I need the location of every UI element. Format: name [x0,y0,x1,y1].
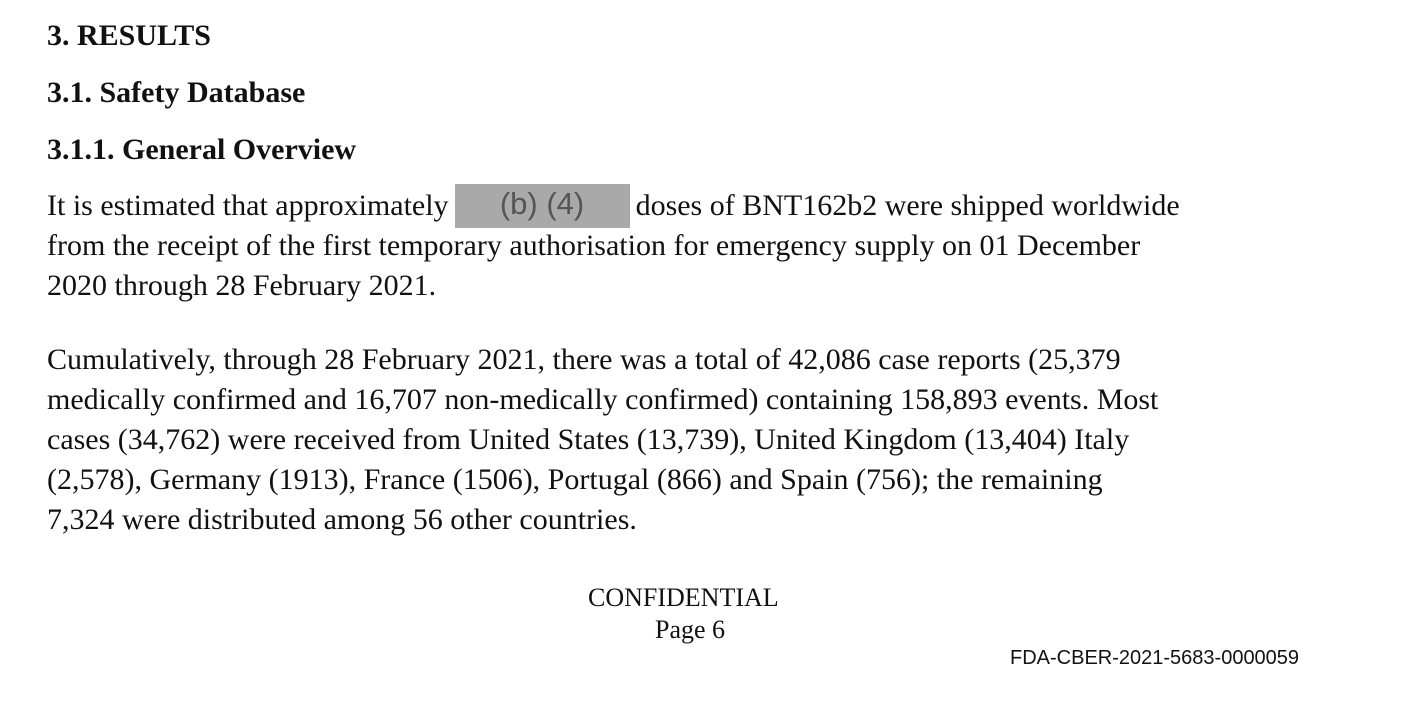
text-line: 7,324 were distributed among 56 other countries. [47,503,637,536]
section-heading: 3. RESULTS [47,19,211,52]
text-segment: It is estimated that approximately [47,189,449,222]
text-segment: doses of BNT162b2 were shipped worldwide [635,189,1180,222]
bates-number: FDA-CBER-2021-5683-0000059 [1010,647,1300,669]
text-line: Cumulatively, through 28 February 2021, there was a total of 42,086 case reports (25,379 [47,343,1121,376]
subsubsection-heading: 3.1.1. General Overview [47,133,357,166]
text-line [47,186,1180,230]
text-line: medically confirmed and 16,707 non-medically confirmed) containing 158,893 events. Most [47,383,1159,416]
page-number: Page 6 [655,615,726,644]
redaction-box: (b) (4) [455,184,630,228]
text-line: cases (34,762) were received from United States (13,739), United Kingdom (13,404) Italy [47,423,1130,456]
confidential-label: CONFIDENTIAL [588,583,779,612]
text-line: 2020 through 28 February 2021. [47,269,437,302]
subsection-heading: 3.1. Safety Database [47,76,306,109]
text-line: (2,578), Germany (1913), France (1506), Portugal (866) and Spain (756); the remaining [47,463,1103,496]
text-line: from the receipt of the first temporary authorisation for emergency supply on 01 December [47,229,1141,262]
